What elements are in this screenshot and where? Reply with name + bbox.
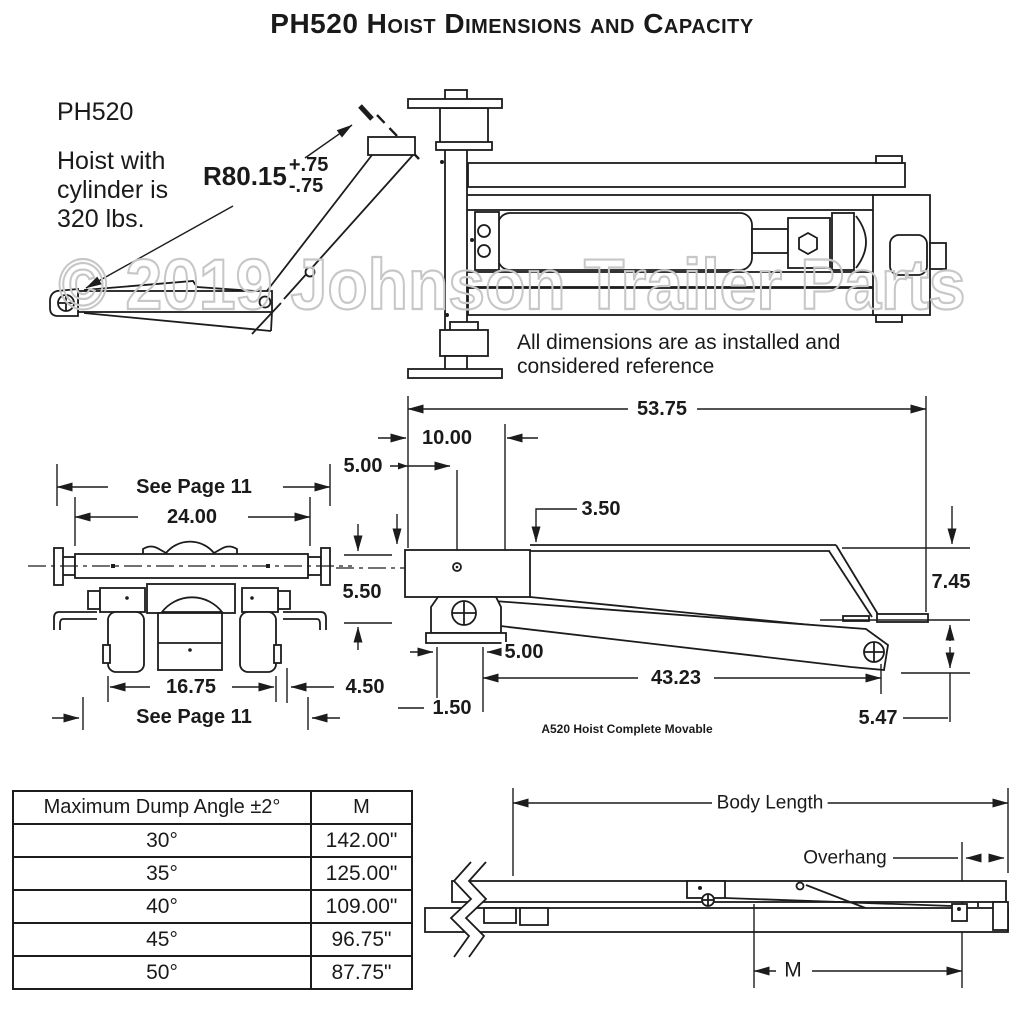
m-cell: 142.00"	[311, 824, 412, 857]
angle-cell: 40°	[13, 890, 311, 923]
weight-note	[57, 147, 168, 234]
installed-view-caption: A520 Hoist Complete Movable	[538, 723, 715, 735]
dim-offset-45: 4.50	[343, 677, 388, 697]
install-note	[517, 331, 840, 378]
table-row	[13, 956, 412, 989]
watermark: © 2019 Johnson	[58, 244, 566, 324]
dim-body-length: Body Length	[713, 794, 828, 813]
angle-cell: 45°	[13, 923, 311, 956]
dim-lower-arm: 43.23	[648, 668, 704, 688]
m-cell: 109.00"	[311, 890, 412, 923]
dim-edge: 1.50	[430, 698, 475, 718]
dim-front-offset: 10.00	[419, 428, 475, 448]
dim-rear-drop: 5.47	[856, 708, 901, 728]
dump-angle-table	[12, 790, 413, 990]
tolerance-minus: -.75	[288, 175, 324, 197]
page-title: PH520 Hoist Dimensions and Capacity	[270, 8, 754, 39]
angle-cell: 50°	[13, 956, 311, 989]
dim-width-24: 24.00	[164, 507, 220, 527]
angle-cell: 35°	[13, 857, 311, 890]
model-label: PH520	[57, 98, 134, 126]
dim-width-1675: 16.75	[163, 677, 219, 697]
table-row	[13, 857, 412, 890]
angle-cell: 30°	[13, 824, 311, 857]
dim-overall-length: 53.75	[634, 399, 690, 419]
table-row	[13, 824, 412, 857]
radius-dimension	[203, 154, 329, 197]
header-dump-angle: Maximum Dump Angle ±2°	[13, 791, 311, 824]
m-cell: 87.75"	[311, 956, 412, 989]
trailer-side-view	[425, 788, 1008, 988]
hydraulic-cylinder	[498, 213, 752, 270]
tolerance-plus: +.75	[288, 154, 329, 176]
weight-note-line1: Hoist with	[57, 147, 166, 175]
dim-m: M	[780, 960, 806, 981]
lift-pad	[368, 137, 415, 155]
header-m: M	[311, 791, 412, 824]
install-note-line1: All dimensions are as installed and	[517, 331, 841, 354]
m-cell: 96.75"	[311, 923, 412, 956]
see-page-note-top: See Page 11	[133, 477, 255, 497]
radius-tolerance	[289, 155, 328, 197]
dim-height-55: 5.50	[340, 582, 385, 602]
radius-value: R80.15	[203, 161, 287, 191]
dim-overhang: Overhang	[799, 849, 890, 868]
table-header-row	[13, 791, 412, 824]
weight-note-line2: cylinder is	[57, 176, 169, 204]
see-page-note-bottom: See Page 11	[133, 707, 255, 727]
mount-post	[445, 125, 467, 337]
dim-upper-5: 5.00	[341, 456, 386, 476]
dim-arm-drop: 3.50	[579, 499, 624, 519]
dim-pivot-offset: 5.00	[502, 642, 547, 662]
weight-note-line3: 320 lbs.	[57, 205, 145, 233]
mount-plate	[405, 550, 530, 597]
m-cell: 125.00"	[311, 857, 412, 890]
table-row	[13, 923, 412, 956]
table-row	[13, 890, 412, 923]
install-note-line2: considered reference	[517, 354, 715, 378]
dim-height-right: 7.45	[929, 572, 974, 592]
